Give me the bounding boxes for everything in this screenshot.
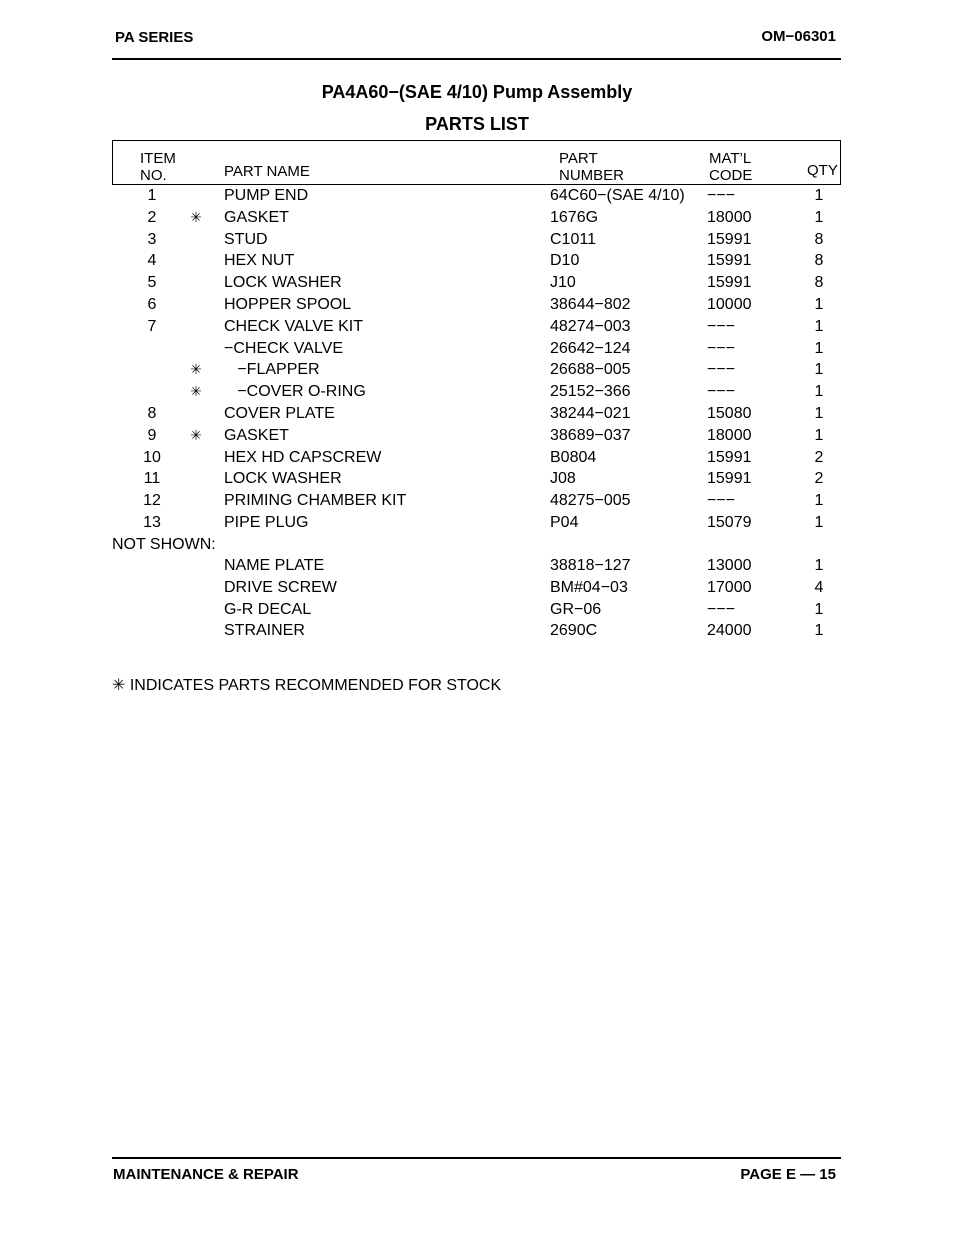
- material-code: −−−: [707, 383, 736, 401]
- quantity: 1: [814, 622, 824, 640]
- table-row: [112, 231, 841, 251]
- part-number: 25152−366: [550, 383, 631, 401]
- material-code: 10000: [707, 296, 752, 313]
- part-name: COVER PLATE: [224, 405, 335, 422]
- part-number: 38689−037: [550, 426, 631, 444]
- part-name: −COVER O-RING: [224, 383, 366, 401]
- not-shown-label: NOT SHOWN:: [112, 536, 216, 553]
- item-number: 2: [147, 208, 157, 226]
- part-name: STRAINER: [224, 622, 305, 640]
- part-number: 38644−802: [550, 296, 631, 313]
- material-code: 15991: [707, 230, 752, 248]
- page-title: PA4A60−(SAE 4/10) Pump Assembly: [321, 82, 633, 102]
- quantity: 2: [814, 448, 824, 466]
- footer-section: MAINTENANCE & REPAIR: [113, 1166, 299, 1183]
- item-number: 4: [147, 252, 157, 270]
- quantity: 4: [814, 578, 824, 596]
- table-row: [112, 252, 841, 272]
- table-row: [112, 405, 841, 425]
- col-item-line1: ITEM: [140, 150, 176, 167]
- col-part-header: [559, 150, 624, 184]
- quantity: 1: [814, 296, 824, 313]
- quantity: 1: [814, 492, 824, 510]
- material-code: 15079: [707, 514, 752, 531]
- part-number: 26642−124: [550, 339, 631, 357]
- item-number: 5: [147, 274, 157, 292]
- item-number: 1: [147, 187, 157, 204]
- part-number: J10: [550, 274, 576, 292]
- material-code: 24000: [707, 622, 752, 640]
- col-name-header: PART NAME: [224, 163, 310, 180]
- part-number: 26688−005: [550, 361, 631, 379]
- material-code: −−−: [707, 600, 736, 618]
- material-code: 18000: [707, 426, 752, 444]
- quantity: 1: [814, 426, 824, 444]
- material-code: −−−: [707, 187, 736, 204]
- col-item-header: [140, 150, 176, 184]
- part-name: NAME PLATE: [224, 557, 325, 574]
- footer-rule: [112, 1157, 841, 1159]
- material-code: 13000: [707, 557, 752, 574]
- material-code: 15080: [707, 405, 752, 422]
- table-row: [112, 622, 841, 642]
- part-number: 2690C: [550, 622, 598, 640]
- header-series: PA SERIES: [115, 29, 194, 46]
- table-row: [112, 318, 841, 338]
- part-name: CHECK VALVE KIT: [224, 317, 363, 335]
- part-name: HEX NUT: [224, 252, 295, 270]
- part-number: J08: [550, 470, 576, 488]
- quantity: 1: [814, 339, 824, 357]
- part-name: LOCK WASHER: [224, 274, 342, 292]
- material-code: 18000: [707, 208, 752, 226]
- stock-star-icon: ✳: [190, 208, 202, 225]
- item-number: 3: [147, 230, 157, 248]
- table-row: [112, 383, 841, 403]
- material-code: −−−: [707, 361, 736, 379]
- part-number: 48275−005: [550, 492, 631, 510]
- table-row: [112, 340, 841, 360]
- part-name: DRIVE SCREW: [224, 578, 337, 596]
- table-row: [112, 514, 841, 534]
- header-doc-number: OM−06301: [761, 28, 836, 45]
- header-rule: [112, 58, 841, 60]
- quantity: 8: [814, 230, 824, 248]
- quantity: 1: [814, 557, 824, 574]
- part-number: B0804: [550, 448, 597, 466]
- col-mat-header: [709, 150, 752, 184]
- col-item-line2: NO.: [140, 167, 167, 184]
- quantity: 1: [814, 208, 824, 226]
- table-row: [112, 361, 841, 381]
- table-row: [112, 296, 841, 316]
- stock-star-icon: ✳: [190, 426, 202, 443]
- quantity: 8: [814, 274, 824, 292]
- page-subtitle: PARTS LIST: [425, 114, 529, 134]
- table-row: [112, 209, 841, 229]
- table-row: [112, 492, 841, 512]
- item-number: 13: [143, 514, 161, 531]
- col-qty-header: QTY: [807, 162, 838, 179]
- part-name: −FLAPPER: [224, 361, 320, 379]
- quantity: 1: [814, 383, 824, 401]
- material-code: 15991: [707, 470, 752, 488]
- quantity: 1: [814, 405, 824, 422]
- material-code: 15991: [707, 252, 752, 270]
- part-number: C1011: [550, 230, 596, 248]
- item-number: 9: [147, 426, 157, 444]
- part-name: PRIMING CHAMBER KIT: [224, 492, 407, 510]
- part-name: HOPPER SPOOL: [224, 296, 352, 313]
- material-code: −−−: [707, 492, 736, 510]
- item-number: 6: [147, 296, 157, 313]
- part-name: LOCK WASHER: [224, 470, 342, 488]
- table-row: [112, 187, 841, 207]
- table-row: [112, 449, 841, 469]
- part-number: BM#04−03: [550, 578, 628, 596]
- part-number: 38244−021: [550, 405, 631, 422]
- part-name: PIPE PLUG: [224, 514, 309, 531]
- stock-star-icon: ✳: [190, 383, 202, 400]
- table-row: [112, 579, 841, 599]
- material-code: −−−: [707, 317, 736, 335]
- table-row: [112, 601, 841, 621]
- col-part-line1: PART: [559, 150, 598, 167]
- item-number: 7: [147, 317, 157, 335]
- table-row: [112, 557, 841, 577]
- quantity: 2: [814, 470, 824, 488]
- col-mat-line2: CODE: [709, 167, 753, 184]
- item-number: 12: [143, 492, 161, 510]
- parts-table-header: [112, 140, 841, 185]
- part-name: PUMP END: [224, 187, 309, 204]
- footer-page-number: PAGE E — 15: [740, 1166, 836, 1183]
- quantity: 1: [814, 361, 824, 379]
- item-number: 8: [147, 405, 157, 422]
- part-name: −CHECK VALVE: [224, 339, 344, 357]
- part-name: STUD: [224, 230, 268, 248]
- part-number: 48274−003: [550, 317, 631, 335]
- part-number: GR−06: [550, 600, 602, 618]
- part-number: 64C60−(SAE 4/10): [550, 187, 685, 204]
- quantity: 8: [814, 252, 824, 270]
- part-name: GASKET: [224, 208, 289, 226]
- material-code: 15991: [707, 274, 752, 292]
- table-row: [112, 274, 841, 294]
- part-name: HEX HD CAPSCREW: [224, 448, 382, 466]
- part-name: G-R DECAL: [224, 600, 312, 618]
- part-number: P04: [550, 514, 579, 531]
- material-code: 15991: [707, 448, 752, 466]
- quantity: 1: [814, 514, 824, 531]
- table-row: [112, 427, 841, 447]
- quantity: 1: [814, 317, 824, 335]
- material-code: 17000: [707, 578, 752, 596]
- material-code: −−−: [707, 339, 736, 357]
- part-number: 1676G: [550, 208, 599, 226]
- quantity: 1: [814, 187, 824, 204]
- item-number: 11: [143, 470, 161, 488]
- col-mat-line1: MAT’L: [709, 150, 752, 167]
- stock-star-icon: ✳: [190, 361, 202, 378]
- col-part-line2: NUMBER: [559, 167, 625, 184]
- part-name: GASKET: [224, 426, 289, 444]
- stock-legend: ✳ INDICATES PARTS RECOMMENDED FOR STOCK: [112, 677, 502, 694]
- table-row: [112, 470, 841, 490]
- part-number: 38818−127: [550, 557, 631, 574]
- quantity: 1: [814, 600, 824, 618]
- part-number: D10: [550, 252, 580, 270]
- item-number: 10: [143, 448, 161, 466]
